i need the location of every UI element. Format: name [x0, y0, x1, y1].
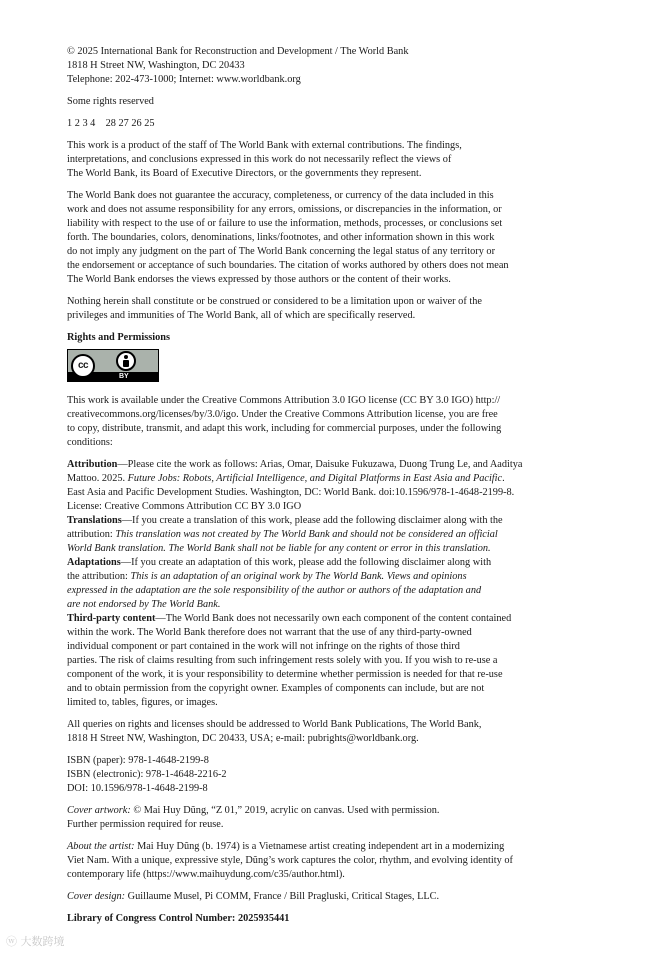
license-conditions [67, 458, 607, 710]
by-label: BY [119, 373, 129, 380]
rights-heading: Rights and Permissions [67, 332, 170, 343]
isbn-block [67, 754, 607, 796]
book-title: Future Jobs: Robots, Artificial Intelligence, and Digital Platforms in East Asia and Pacific [127, 473, 503, 484]
watermark: ⓦ 大数跨境 [6, 935, 65, 948]
cover-artwork: Cover artwork: © Mai Huy Dũng, “Z 01,” 2019, acrylic on canvas. Used with permission. Further permission required for reuse. [67, 805, 440, 830]
condition-third-party: Third-party content—The World Bank does not necessarily own each component of the content contained within the work. The World Bank therefore does not warrant that the use of any third-party-owned individual component or part contained in the work will not infringe on the rights of those third parties. The risk of claims resulting from such infringement rests solely with you. If you wish to re-use a component of the work, it is your responsibility to determine whether permission is needed for that re-use and to obtain permission from the copyright owner. Examples of components can include, but are not limited to, tables, figures, or images. [67, 613, 512, 708]
cc-by-license-badge [67, 349, 159, 382]
address-line: 1818 H Street NW, Washington, DC 20433 [67, 60, 245, 71]
cover-design: Cover design: Guillaume Musel, Pi COMM, France / Bill Pragluski, Critical Stages, LLC. [67, 891, 440, 902]
copyright-page [67, 45, 607, 934]
disclaimer-accuracy: The World Bank does not guarantee the accuracy, completeness, or currency of the data included in this work and does not assume responsibility for any errors, omissions, or discrepancies in the information, or liability with respect to the use of or failure to use the information, methods, processes, or conclusions set forth. The boundaries, colors, denominations, links/footnotes, and other information shown in this work do not imply any judgment on the part of The World Bank concerning the legal status of any territory or the endorsement or acceptance of such boundaries. The citation of works authored by others does not mean The World Bank endorses the views expressed by those authors or the content of their works. [67, 190, 509, 285]
copyright-block [67, 45, 607, 87]
print-numbers: 1 2 3 4 28 27 26 25 [67, 118, 155, 129]
isbn-paper: ISBN (paper): 978-1-4648-2199-8 [67, 755, 209, 766]
contact-line: Telephone: 202-473-1000; Internet: www.worldbank.org [67, 74, 301, 85]
queries-contact: All queries on rights and licenses should be addressed to World Bank Publications, The World Bank, 1818 H Street NW, Washington, DC 20433, USA; e-mail: pubrights@worldbank.org. [67, 719, 482, 744]
about-artist: About the artist: Mai Huy Dũng (b. 1974) is a Vietnamese artist creating independent art in a modernizing Viet Nam. With a unique, expressive style, Dũng’s work captures the color, rhythm, and evolving identity of contemporary life (https://www.maihuydung.com/c35/author.html). [67, 841, 513, 880]
license-text: This work is available under the Creative Commons Attribution 3.0 IGO license (CC BY 3.0 IGO) http:// creativecommons.org/licenses/by/3.0/igo. Under the Creative Commons Attribution license, you are free to copy, distribute, transmit, and adapt this work, including for commercial purposes, under the following conditions: [67, 395, 502, 448]
copyright-line: © 2025 International Bank for Reconstruction and Development / The World Bank [67, 46, 409, 57]
doi: DOI: 10.1596/978-1-4648-2199-8 [67, 783, 208, 794]
disclaimer-findings: This work is a product of the staff of The World Bank with external contributions. The findings, interpretations, and conclusions expressed in this work do not necessarily reflect the views of The World Bank, its Board of Executive Directors, or the governments they represent. [67, 140, 462, 179]
cc-icon: cc [71, 354, 95, 378]
isbn-electronic: ISBN (electronic): 978-1-4648-2216-2 [67, 769, 227, 780]
condition-translations: Translations—If you create a translation of this work, please add the following disclaimer along with the attribution: This translation was not created by The World Bank and should not be considered an official World Bank translation. The World Bank shall not be liable for any content or error in this translation. [67, 515, 503, 554]
rights-reserved: Some rights reserved [67, 96, 154, 107]
attribution-person-icon [116, 351, 136, 371]
condition-adaptations: Adaptations—If you create an adaptation of this work, please add the following disclaimer along with the attribution: This is an adaptation of an original work by The World Bank. Views and opinions expressed in the adaptation are the sole responsibility of the author or authors of the adaptation and are not endorsed by The World Bank. [67, 557, 492, 610]
condition-attribution: Attribution—Please cite the work as follows: Arias, Omar, Daisuke Fukuzawa, Duong Trung Le, and Aaditya Mattoo. 2025. Future Jobs: Robots, Artificial Intelligence, and Digital Platforms in East Asia and Pacific. East Asia and Pacific Development Studies. Washington, DC: World Bank. doi:10.1596/978-1-4648-2199-8. License: Creative Commons Attribution CC BY 3.0 IGO [67, 459, 523, 512]
loc-control-number: Library of Congress Control Number: 2025935441 [67, 913, 290, 924]
disclaimer-immunities: Nothing herein shall constitute or be construed or considered to be a limitation upon or waiver of the privileges and immunities of The World Bank, all of which are specifically reserved. [67, 296, 482, 321]
